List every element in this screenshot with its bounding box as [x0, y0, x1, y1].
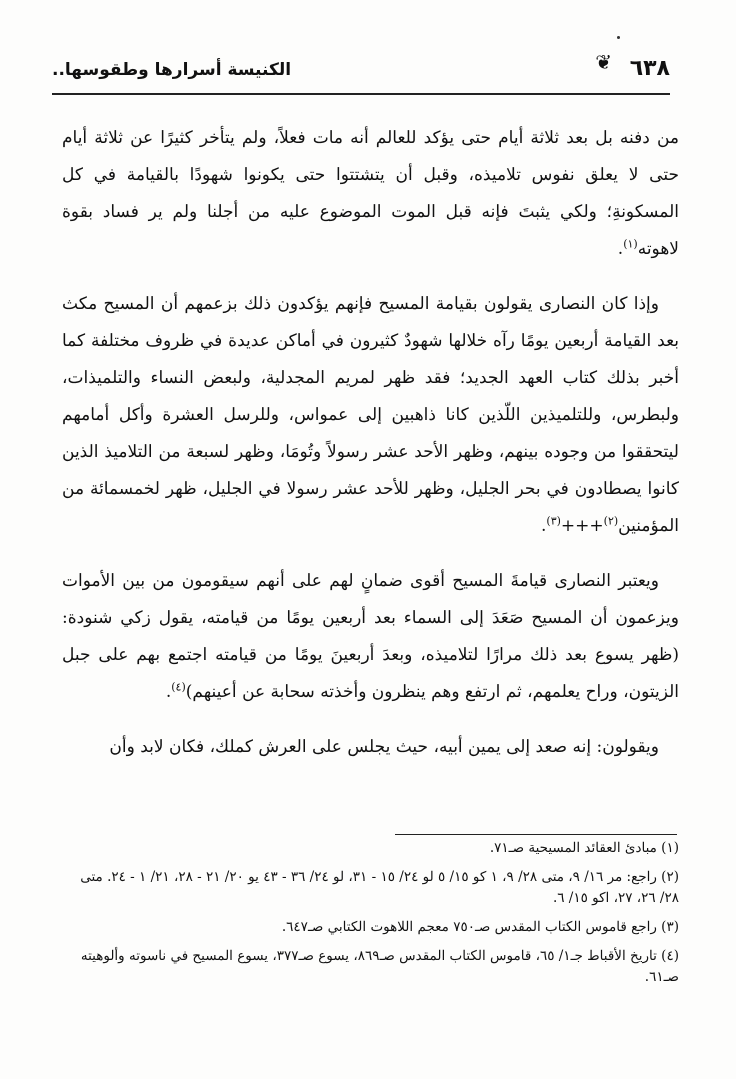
footnote-1: (١) مبادئ العقائد المسيحية صـ٧١.: [489, 840, 679, 856]
paragraph-4: [62, 729, 679, 766]
paragraph-tail: +++: [560, 516, 604, 536]
paragraph-text: ويقولون: إنه صعد إلى يمين أبيه، حيث يجلس على العرش كملك، فكان لابد وأن: [109, 737, 659, 757]
footnote-ref: (٣): [546, 514, 561, 528]
paragraph-tail: .: [165, 682, 172, 702]
paragraph-tail: .: [617, 239, 624, 259]
paragraph-tail: .: [541, 516, 547, 536]
footnote-rule: [395, 834, 677, 835]
footnote-ref: (٤): [171, 680, 186, 694]
footnote-2: (٢) راجع: مر ١٦/ ٩، متى ٢٨/ ٩، ١ كو ١٥/ ٥ لو ٢٤/ ١٥ - ٣١، لو ٢٤/ ٣٦ - ٤٣ يو ٢٠/ ٢١ - ٢٨، ٢١/ ١ - ٢٤. متى ٢٨/ ٢٦، ٢٧، اكو ١٥/ ٦.: [80, 869, 679, 906]
paragraph-text: وإذا كان النصارى يقولون بقيامة المسيح فإنهم يؤكدون ذلك بزعمهم أن المسيح مكث بعد القيامة أربعين يومًا رآه خلالها شهودٌ كثيرون في أماكن عديدة في ظروف مختلفة كما أخبر بذلك كتاب العهد الجديد؛ فقد ظهر لمريم المجدلية، ولبعض النساء والتلميذات، ولبطرس، وللتلميذين اللّذين كانا ذاهبين إلى عمواس، وللرسل العشرة وأكل أمامهم ليتحققوا من وجوده بينهم، وظهر الأحد عشر رسولاً وتُومَا، وظهر لسبعة من التلاميذ الذين كانوا يصطادون في بحر الجليل، وظهر للأحد عشر رسولا في الجليل، ظهر لخمسمائة من المؤمنين: [62, 294, 679, 536]
footnote-4: (٤) تاريخ الأقباط جـ١/ ٦٥، قاموس الكتاب المقدس صـ٨٦٩، يسوع صـ٣٧٧، يسوع المسيح في ناسوته وألوهيته صـ٦١.: [80, 948, 679, 985]
ornament-icon: ❦: [595, 50, 612, 74]
page-header: [52, 50, 670, 90]
running-title: الكنيسة أسرارها وطقوسها..: [52, 60, 292, 80]
header-rule: [52, 93, 670, 95]
footnote-ref: (٢): [603, 514, 619, 528]
footnote-3: (٣) راجع قاموس الكتاب المقدس صـ٧٥٠ معجم اللاهوت الكتابي صـ٦٤٧.: [281, 919, 679, 935]
paragraph-2: [62, 286, 679, 545]
paragraph-text: ويعتبر النصارى قيامةَ المسيح أقوى ضمانٍ لهم على أنهم سيقومون من بين الأموات ويزعمون أن المسيح صَعَدَ إلى السماء بعد أربعين يومًا من قيامته، يقول زكي شنودة: (ظهر يسوع بعد ذلك مرارًا لتلاميذه، وبعدَ أربعينَ يومًا من قيامته اجتمع بهم على جبل الزيتون، وراح يعلمهم، ثم ارتفع وهم ينظرون وأخذته سحابة عن أعينهم): [62, 571, 679, 702]
paragraph-text: من دفنه بل بعد ثلاثة أيام حتى يؤكد للعالم أنه مات فعلاً، ولم يتأخر كثيرًا عن ثلاثة أيام حتى لا يعلق نفوس تلاميذه، وقبل أن يتشتتوا حتى يكونوا شهودًا بالقيامة في كل المسكونةِ؛ ولكي يثبتَ فإنه قبل الموت الموضوع عليه من أجلنا ولم ير فساد بقوة لاهوته: [62, 128, 679, 259]
footnotes: [62, 838, 679, 996]
paragraph-3: [62, 563, 679, 711]
ink-speck: [617, 36, 620, 39]
footnote-ref: (١): [623, 237, 638, 251]
paragraph-1: [62, 120, 679, 268]
main-text: [62, 120, 679, 784]
page-number: ٦٣٨: [629, 56, 670, 81]
